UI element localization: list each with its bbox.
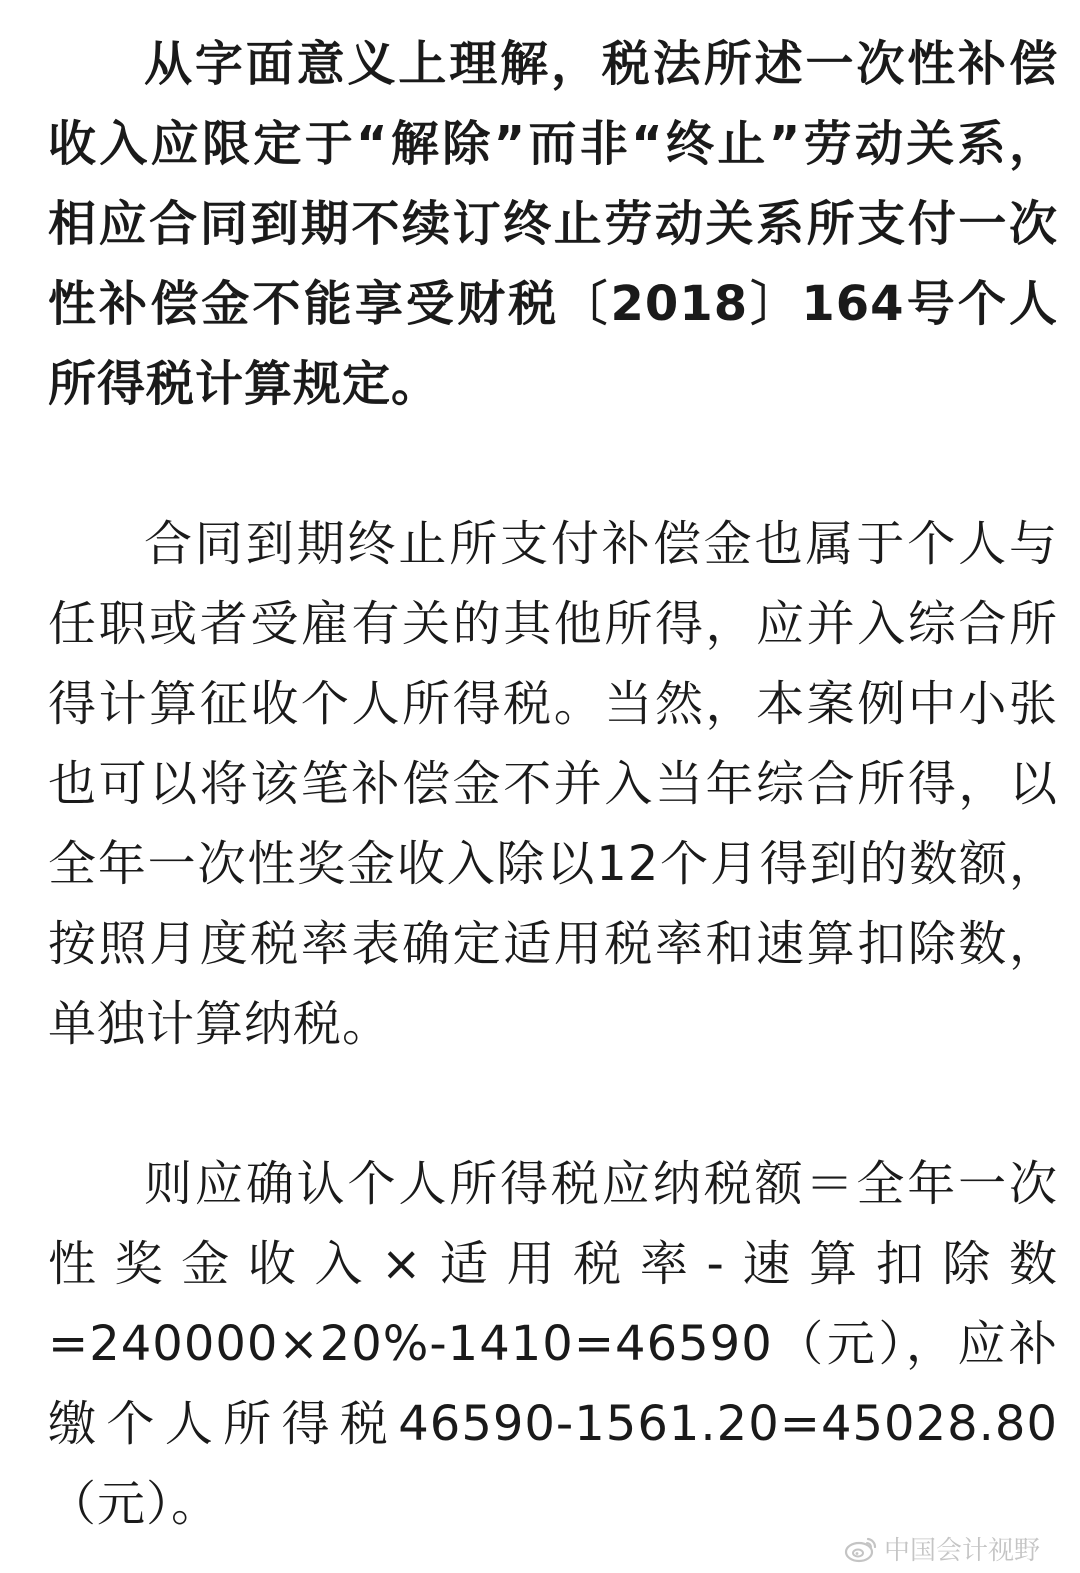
article-body <box>48 24 1058 1544</box>
paragraph-1: 从字面意义上理解，税法所述一次性补偿收入应限定于“解除”而非“终止”劳动关系，相应合同到期不续订终止劳动关系所支付一次性补偿金不能享受财税〔2018〕164号个人所得税计算规定。 <box>48 36 1058 412</box>
paragraph-3: 则应确认个人所得税应纳税额＝全年一次性奖金收入×适用税率-速算扣除数=240000×20%-1410=46590（元），应补缴个人所得税46590-1561.20=45028.80（元）。 <box>48 1156 1058 1532</box>
paragraph-2: 合同到期终止所支付补偿金也属于个人与任职或者受雇有关的其他所得，应并入综合所得计算征收个人所得税。当然，本案例中小张也可以将该笔补偿金不并入当年综合所得，以全年一次性奖金收入除以12个月得到的数额，按照月度税率表确定适用税率和速算扣除数，单独计算纳税。 <box>48 516 1058 1052</box>
watermark-text: 中国会计视野 <box>883 1536 1040 1566</box>
weibo-icon <box>844 1535 878 1563</box>
watermark <box>844 1530 1040 1567</box>
